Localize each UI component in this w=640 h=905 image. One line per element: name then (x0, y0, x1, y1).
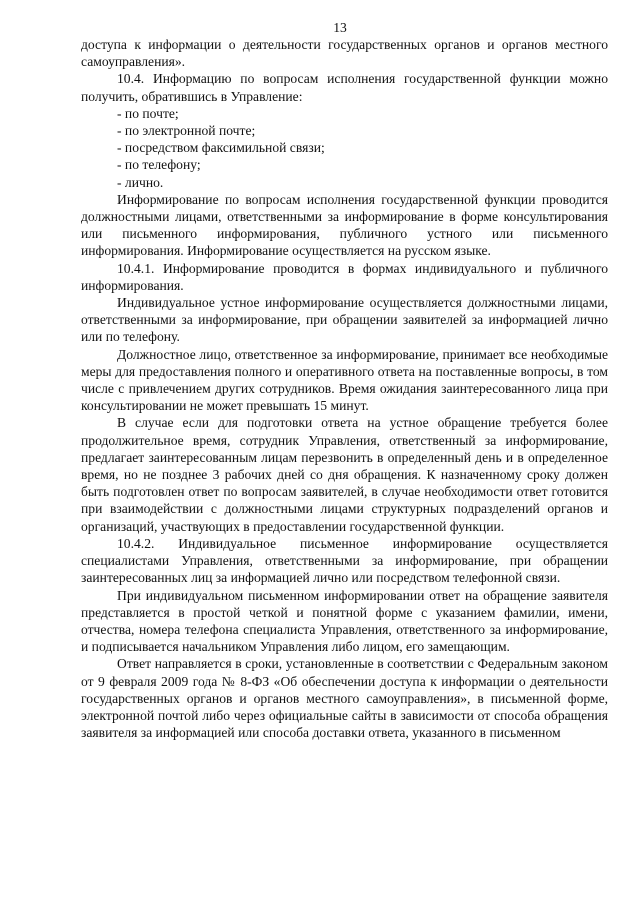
paragraph-oral-informing: Индивидуальное устное информирование осуществляется должностными лицами, ответственными за информирование, при обращении заявителей за информацией лично или по телефону. (81, 295, 608, 345)
paragraph-continuation: доступа к информации о деятельности государственных органов и органов местного самоуправления». (81, 37, 608, 70)
paragraph-official-duties: Должностное лицо, ответственное за информирование, принимает все необходимые меры для предоставления полного и оперативного ответа на поставленные вопросы, в том числе с привлечением других сотрудников. Время ожидания заинтересованного лица при консультировании не может превышать 15 минут. (81, 346, 608, 414)
list-item: - по почте; (117, 105, 179, 121)
paragraph-10-4-1: 10.4.1. Информирование проводится в формах индивидуального и публичного информирования. (81, 260, 608, 293)
paragraph-callback: В случае если для подготовки ответа на устное обращение требуется более продолжительное время, сотрудник Управления, ответственный за информирование, предлагает заинтересованным лицам перезвонить в определенный день и в определенное время, но не позднее 3 рабочих дней со дня обращения. К назначенному сроку должен быть подготовлен ответ по вопросам заявителей, в случае необходимости ответ готовится при взаимодействии с должностными лицами структурных подразделений органов и организаций, участвующих в предоставлении государственной функции. (81, 415, 608, 534)
paragraph-answer-terms: Ответ направляется в сроки, установленные в соответствии с Федеральным законом от 9 февраля 2009 года № 8-ФЗ «Об обеспечении доступа к информации о деятельности государственных органов и органов местного самоуправления», в письменной форме, электронной почтой либо через официальные сайты в зависимости от способа обращения заявителя за информацией или способа доставки ответа, указанного в письменном (81, 656, 608, 741)
page-number: 13 (333, 20, 347, 35)
paragraph-written-answer: При индивидуальном письменном информировании ответ на обращение заявителя представляется в простой четкой и понятной форме с указанием фамилии, имени, отчества, номера телефона специалиста Управления, ответственного за информирование, и подписывается начальником Управления либо лицом, его замещающим. (81, 587, 608, 655)
contact-methods-list (81, 105, 608, 191)
paragraph-10-4: 10.4. Информацию по вопросам исполнения государственной функции можно получить, обратившись в Управление: (81, 71, 608, 104)
paragraph-informing: Информирование по вопросам исполнения государственной функции проводится должностными лицами, ответственными за информирование в форме консультирования или письменного информирования, публичного устного или письменного информирования. Информирование осуществляется на русском языке. (81, 191, 608, 259)
list-item: - по электронной почте; (117, 123, 256, 139)
list-item: - лично. (117, 174, 164, 190)
document-body (81, 36, 608, 741)
list-item: - по телефону; (117, 157, 201, 173)
paragraph-10-4-2: 10.4.2. Индивидуальное письменное информирование осуществляется специалистами Управления, ответственными за информирование, при обращении заинтересованных лиц за информацией лично или посредством телефонной связи. (81, 535, 608, 586)
list-item: - посредством факсимильной связи; (117, 140, 325, 156)
